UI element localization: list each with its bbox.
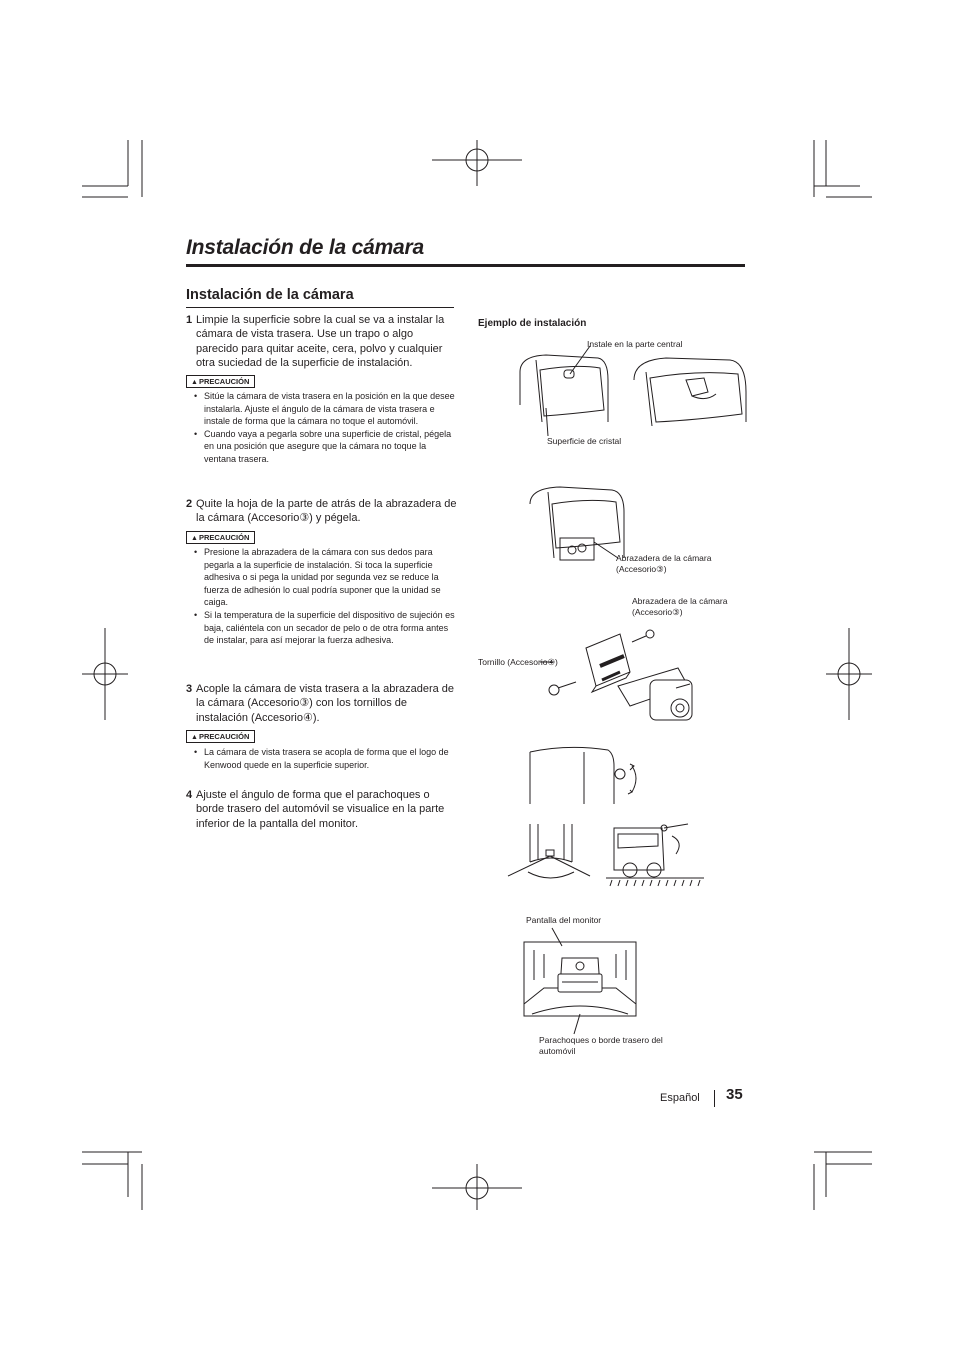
leader-line-screw [540, 658, 554, 666]
step-number: 4 [186, 789, 193, 801]
label-screw: Tornillo (Accesorio④) [478, 657, 558, 667]
step-text: Acople la cámara de vista trasera a la abrazadera de la cámara (Accesorio③) con los tornillos de instalación (Accesorio④). [196, 683, 455, 724]
caution-badge: ▲PRECAUCIÓN [186, 375, 255, 388]
rear-window-illustration [516, 350, 748, 432]
warning-icon: ▲ [191, 535, 198, 542]
label-bracket-2: Abrazadera de la cámara (Accesorio③) [632, 596, 728, 617]
caution-badge: ▲PRECAUCIÓN [186, 531, 255, 544]
label-monitor: Pantalla del monitor [526, 915, 602, 925]
step-text: Limpie la superficie sobre la cual se va a instalar la cámara de vista trasera. Use un trapo o algo parecido para quitar aceite, cera, polvo y cualquier otra suciedad de la superficie de instalación. [196, 314, 445, 369]
caution-list [194, 546, 456, 647]
step-number: 2 [186, 498, 193, 510]
step-text: Ajuste el ángulo de forma que el parachoques o borde trasero del automóvil se visualice en la parte inferior de la pantalla del monitor. [196, 789, 445, 830]
caution-item: • Cuando vaya a pegarla sobre una superficie de cristal, pégela en una posición que asegure que la cámara no toque la ventana trasera. [194, 428, 452, 464]
step-2 [186, 497, 458, 526]
camera-angle-illustration [528, 746, 642, 808]
caution-list [194, 390, 456, 466]
footer-separator [714, 1090, 715, 1107]
caution-item: • Sitúe la cámara de vista trasera en la posición en la que desee instalarla. Ajuste el ángulo de la cámara de vista trasera e instale de forma que la cámara no toque el automóvil. [194, 391, 455, 427]
caution-item: • Presione la abrazadera de la cámara con sus dedos para pegarla a la superficie de instalación. Si toca la superficie adhesiva o si pega la unidad por segunda vez se reduce la fuerza de adhesión lo cual podría suponer que la unidad se caiga. [194, 547, 441, 608]
page-title: Instalación de la cámara [186, 236, 424, 259]
step-1 [186, 313, 458, 370]
footer-language: Español [660, 1092, 700, 1104]
label-center: Instale en la parte central [587, 339, 683, 349]
label-glass: Superficie de cristal [547, 436, 622, 446]
warning-icon: ▲ [191, 734, 198, 741]
step-3 [186, 682, 458, 725]
leader-line-bumper [570, 1012, 584, 1036]
caution-item: • La cámara de vista trasera se acopla de forma que el logo de Kenwood quede en la superficie superior. [194, 747, 449, 770]
monitor-screen-illustration [522, 940, 640, 1018]
vehicle-views-illustration [508, 820, 708, 890]
section-title: Instalación de la cámara [186, 287, 354, 303]
warning-icon: ▲ [191, 379, 198, 386]
leader-line-monitor [550, 926, 566, 948]
caution-list [194, 746, 456, 771]
caution-item: • Si la temperatura de la superficie del dispositivo de sujeción es baja, caliéntela con un secador de pelo o de otra forma antes de instalar, para así mejorar la fuerza adhesiva. [194, 609, 455, 646]
section-rule [186, 307, 454, 308]
label-bracket-1: Abrazadera de la cámara (Accesorio③) [616, 553, 712, 574]
camera-assembly-illustration [546, 628, 698, 732]
label-bumper: Parachoques o borde trasero del automóvil [539, 1035, 663, 1056]
bracket-window-illustration [526, 482, 636, 564]
step-text: Quite la hoja de la parte de atrás de la abrazadera de la cámara (Accesorio③) y pégela. [196, 498, 457, 525]
caution-badge: ▲PRECAUCIÓN [186, 730, 255, 743]
step-4 [186, 788, 458, 831]
step-number: 3 [186, 683, 193, 695]
title-rule [186, 264, 745, 267]
figure-heading: Ejemplo de instalación [478, 318, 587, 329]
page-number: 35 [726, 1086, 743, 1103]
step-number: 1 [186, 314, 193, 326]
